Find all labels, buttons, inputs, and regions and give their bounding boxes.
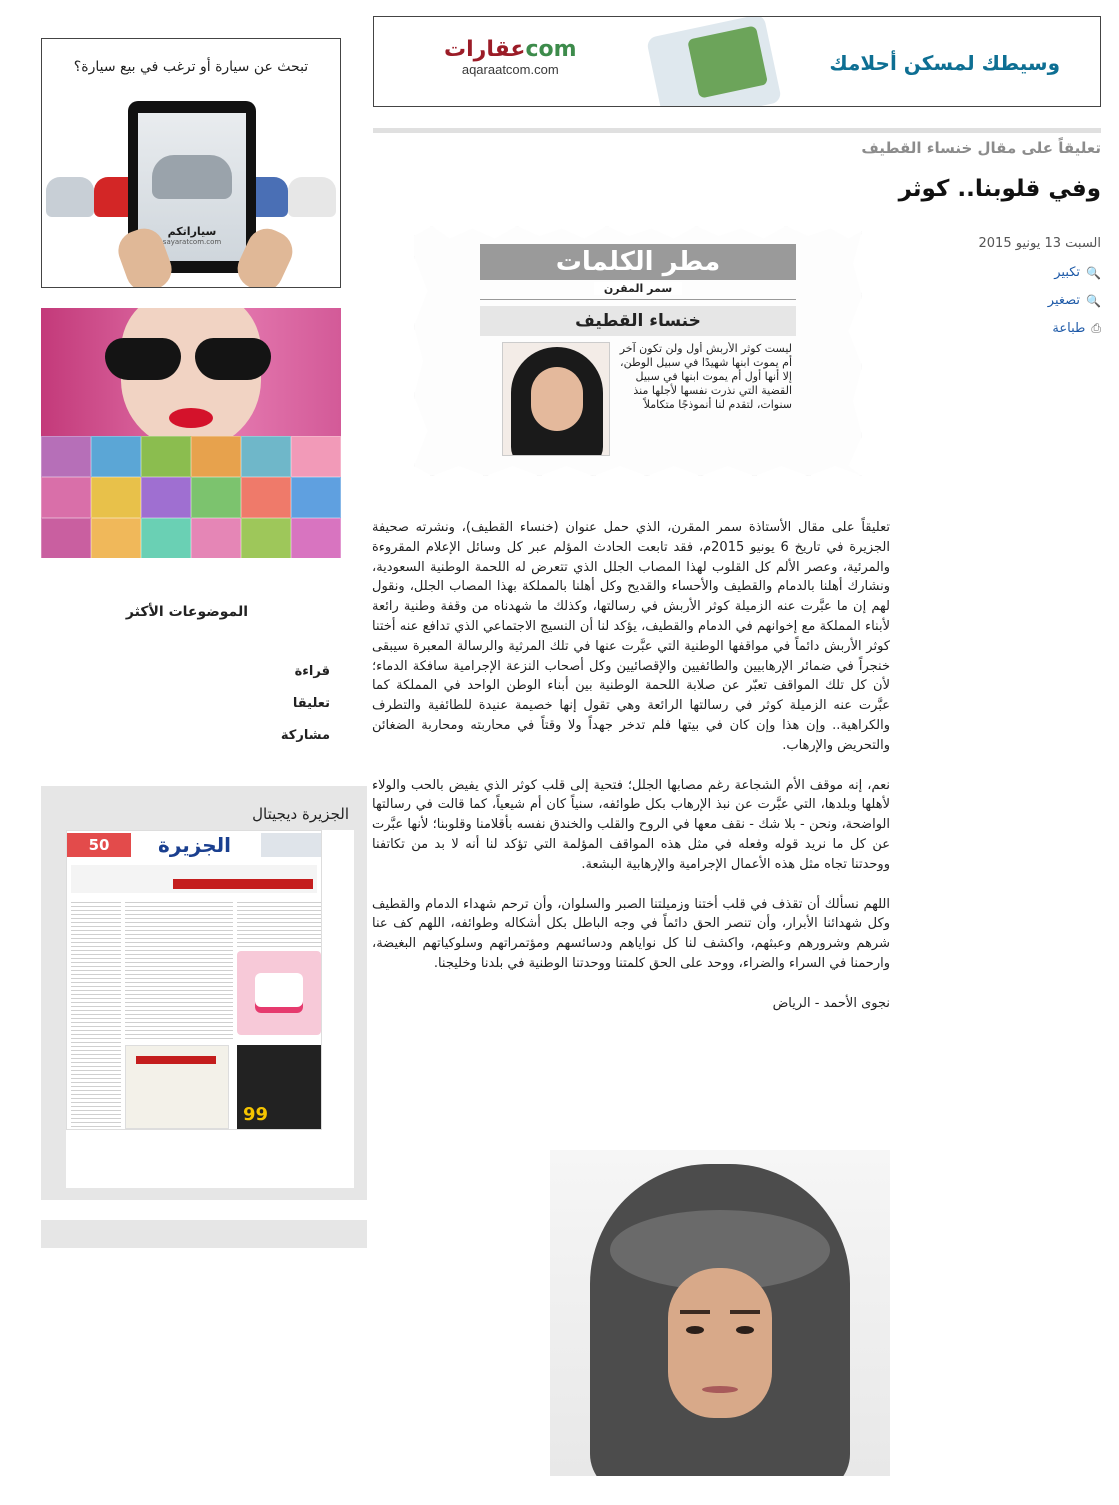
newspaper-masthead: الجزيرة xyxy=(158,833,231,857)
real-estate-banner-ad[interactable] xyxy=(373,16,1101,107)
car-marketplace-ad[interactable] xyxy=(41,38,341,288)
clipping-excerpt: ليست كوثر الأربش أول ولن تكون آخر أم يموت ابنها شهيدًا في سبيل الوطن، إلا أنها أول أم يموت ابنها في سبيل القضية التي نذرت نفسها لأجلها منذ سنوات، لتقدم لنا أنموذجًا متكاملاً xyxy=(619,342,792,411)
zoom-out-icon: 🔍 xyxy=(1086,293,1101,308)
fashion-photo-tile xyxy=(291,477,341,518)
car-image xyxy=(288,177,336,217)
clipping-author: سمر المقرن xyxy=(594,282,682,295)
car-ad-headline: تبحث عن سيارة أو ترغب في بيع سيارة؟ xyxy=(73,59,309,75)
fashion-photo-tile xyxy=(241,436,291,477)
most-popular-tabs xyxy=(240,664,330,760)
fashion-photo-tile xyxy=(91,436,141,477)
writer-photo xyxy=(550,1150,890,1476)
article-paragraph: نعم، إنه موقف الأم الشجاعة رغم مصابها الجلل؛ فتحية إلى قلب كوثر الذي يفيض بالحب والولاء لأهلها وبلدها، التي عبَّرت عن نبذ الإرهاب بكل طوائفه، سنياً كان أم شيعياً، كما قالت في رسالتها الواضحة، ونحن - بلا شك - نقف معها في الروح والقلب والخندق نفسه بأقلامنا وقلوبنا؛ لأنها عبَّرت عن كل ما نريد قوله وفعله في مثل هذه المواقف المؤلمة التي تؤكد لنا أنه لا بد من تكاتفنا ووحدتنا تجاه مثل هذه الأعمال الإجرامية والإرهابية البشعة. xyxy=(372,777,890,872)
banner-logo: comعقارات aqaraatcom.com xyxy=(444,37,577,77)
fashion-model-image xyxy=(41,308,341,436)
most-popular-tab-shared[interactable]: مشاركة xyxy=(280,728,330,743)
article-headline: وفي قلوبنا.. كوثر xyxy=(898,176,1101,202)
sidebar-empty-box xyxy=(41,1220,367,1248)
column-clipping-image xyxy=(406,218,870,482)
print-button[interactable]: ⎙ طباعة xyxy=(1052,321,1101,336)
digital-edition-box xyxy=(41,786,367,1200)
fashion-photo-tile xyxy=(191,477,241,518)
fashion-photo-tile xyxy=(291,436,341,477)
article-date: السبت 13 يونيو 2015 xyxy=(978,236,1101,251)
article-signature: نجوى الأحمد - الرياض xyxy=(772,995,890,1011)
fashion-photo-tile xyxy=(91,477,141,518)
zoom-out-button[interactable]: 🔍 تصغير xyxy=(1047,293,1101,308)
fashion-photo-tile xyxy=(91,518,141,558)
article-paragraph: اللهم نسألك أن تقذف في قلب أختنا وزميلتنا الصبر والسلوان، وأن ترحم شهداء الدمام والقطيف وكل شهدائنا الأبرار، وأن تنصر الحق دائماً في وجه الباطل بكل أشكاله وطوائفه، اللهم كف عنا شرهم وشرورهم وعبثهم، واكشف لنا كل نواياهم ودسائسهم ومؤتمراتهم وسلوكياتهم البغيضة، وارحمنا في السراء والضراء، ووحد على الحق كلمتنا ووحدتنا الوطنية في بلدنا وخليجنا. xyxy=(372,896,890,971)
clipping-author-photo xyxy=(502,342,610,456)
article-meta xyxy=(941,236,1101,349)
zoom-in-button[interactable]: 🔍 تكبير xyxy=(1054,265,1101,280)
fashion-photo-tile xyxy=(141,436,191,477)
digital-edition-cover[interactable] xyxy=(66,830,354,1188)
newspaper-badge: 50 xyxy=(67,833,131,857)
fashion-photo-tile xyxy=(141,477,191,518)
fashion-photo-tile xyxy=(41,518,91,558)
section-divider xyxy=(373,128,1101,133)
article-body xyxy=(372,518,890,1014)
clipping-topic: خنساء القطيف xyxy=(480,306,796,336)
zoom-in-icon: 🔍 xyxy=(1086,265,1101,280)
fashion-photo-tile xyxy=(191,436,241,477)
car-image xyxy=(46,177,94,217)
fashion-photo-tile xyxy=(241,477,291,518)
fashion-photo-tile xyxy=(41,436,91,477)
article-paragraph: تعليقاً على مقال الأستاذة سمر المقرن، الذي حمل عنوان (خنساء القطيف)، ونشرته صحيفة الجزيرة في تاريخ 6 يونيو 2015م، فقد تابعت الحادث المؤلم عبر كل وسائل الإعلام المقروءة والمرئية، وعصر الألم كل القلوب لهذا المصاب الجلل الذي تتعرض له اللحمة الوطنية السعودية، ونشارك أهلنا بالدمام والقطيف والأحساء والقديح وكل أهلنا بالمملكة بهذا المصاب الجلل، ونقول لهم إن ما عبَّرت عنه الزميلة كوثر الأربش في رسالتها، وكذلك ما شهدناه من وقفة وطنية رائعة لأبناء المملكة مع إخوانهم في الدمام والقطيف، يؤكد لنا أن النسيج الاجتماعي الذي تدافع عنه أختنا كوثر الأربش دائماً في مواقفها الوطنية التي عبَّرت عنها في تلك المرثية والرسالة المعبرة سيبقى خنجراً في ضمائر الإرهابيين والطائفيين والإقصائيين وكل أصحاب النزعة الإجرامية سافكة الدماء؛ لأن كل تلك المواقف تعبّر عن صلابة اللحمة الوطنية بين أبناء الوطن الواحد في المملكة كما عبَّرت عنه الزميلة كوثر في رسالتها الرائعة وهي تقول إنها خصيمة عنيدة للطائفية والتطرف والكراهية.. وإن هذا وإن كان في بيتها فلم تدخر جهداً ولا وقتاً في محاربته ومحاربة الضغائن والتحريض والإرهاب. xyxy=(372,520,890,753)
fashion-photo-tile xyxy=(191,518,241,558)
newspaper-front-page xyxy=(66,830,322,1130)
fashion-photo-tile xyxy=(41,477,91,518)
newspaper-cake-ad xyxy=(237,951,321,1035)
most-popular-tab-commented[interactable]: تعليقا xyxy=(292,696,330,711)
phone-image xyxy=(646,16,782,107)
article-kicker: تعليقاً على مقال خنساء القطيف xyxy=(861,139,1101,157)
print-icon: ⎙ xyxy=(1091,321,1101,335)
clipping-column-title: مطر الكلمات xyxy=(480,244,796,280)
car-ad-logo: سياراتكم sayaratcom.com xyxy=(162,225,222,246)
banner-slogan: وسيطك لمسكن أحلامك xyxy=(829,51,1060,75)
fashion-photo-tile xyxy=(241,518,291,558)
fashion-ad[interactable] xyxy=(41,308,341,558)
newspaper-pizza-ad xyxy=(237,1045,321,1129)
digital-edition-title: الجزيرة ديجيتال xyxy=(252,805,349,823)
most-popular-title: الموضوعات الأكثر xyxy=(125,604,248,620)
fashion-photo-tile xyxy=(291,518,341,558)
fashion-photo-tile xyxy=(141,518,191,558)
most-popular-tab-read[interactable]: قراءة xyxy=(294,664,330,679)
fashion-photo-grid xyxy=(41,436,341,558)
